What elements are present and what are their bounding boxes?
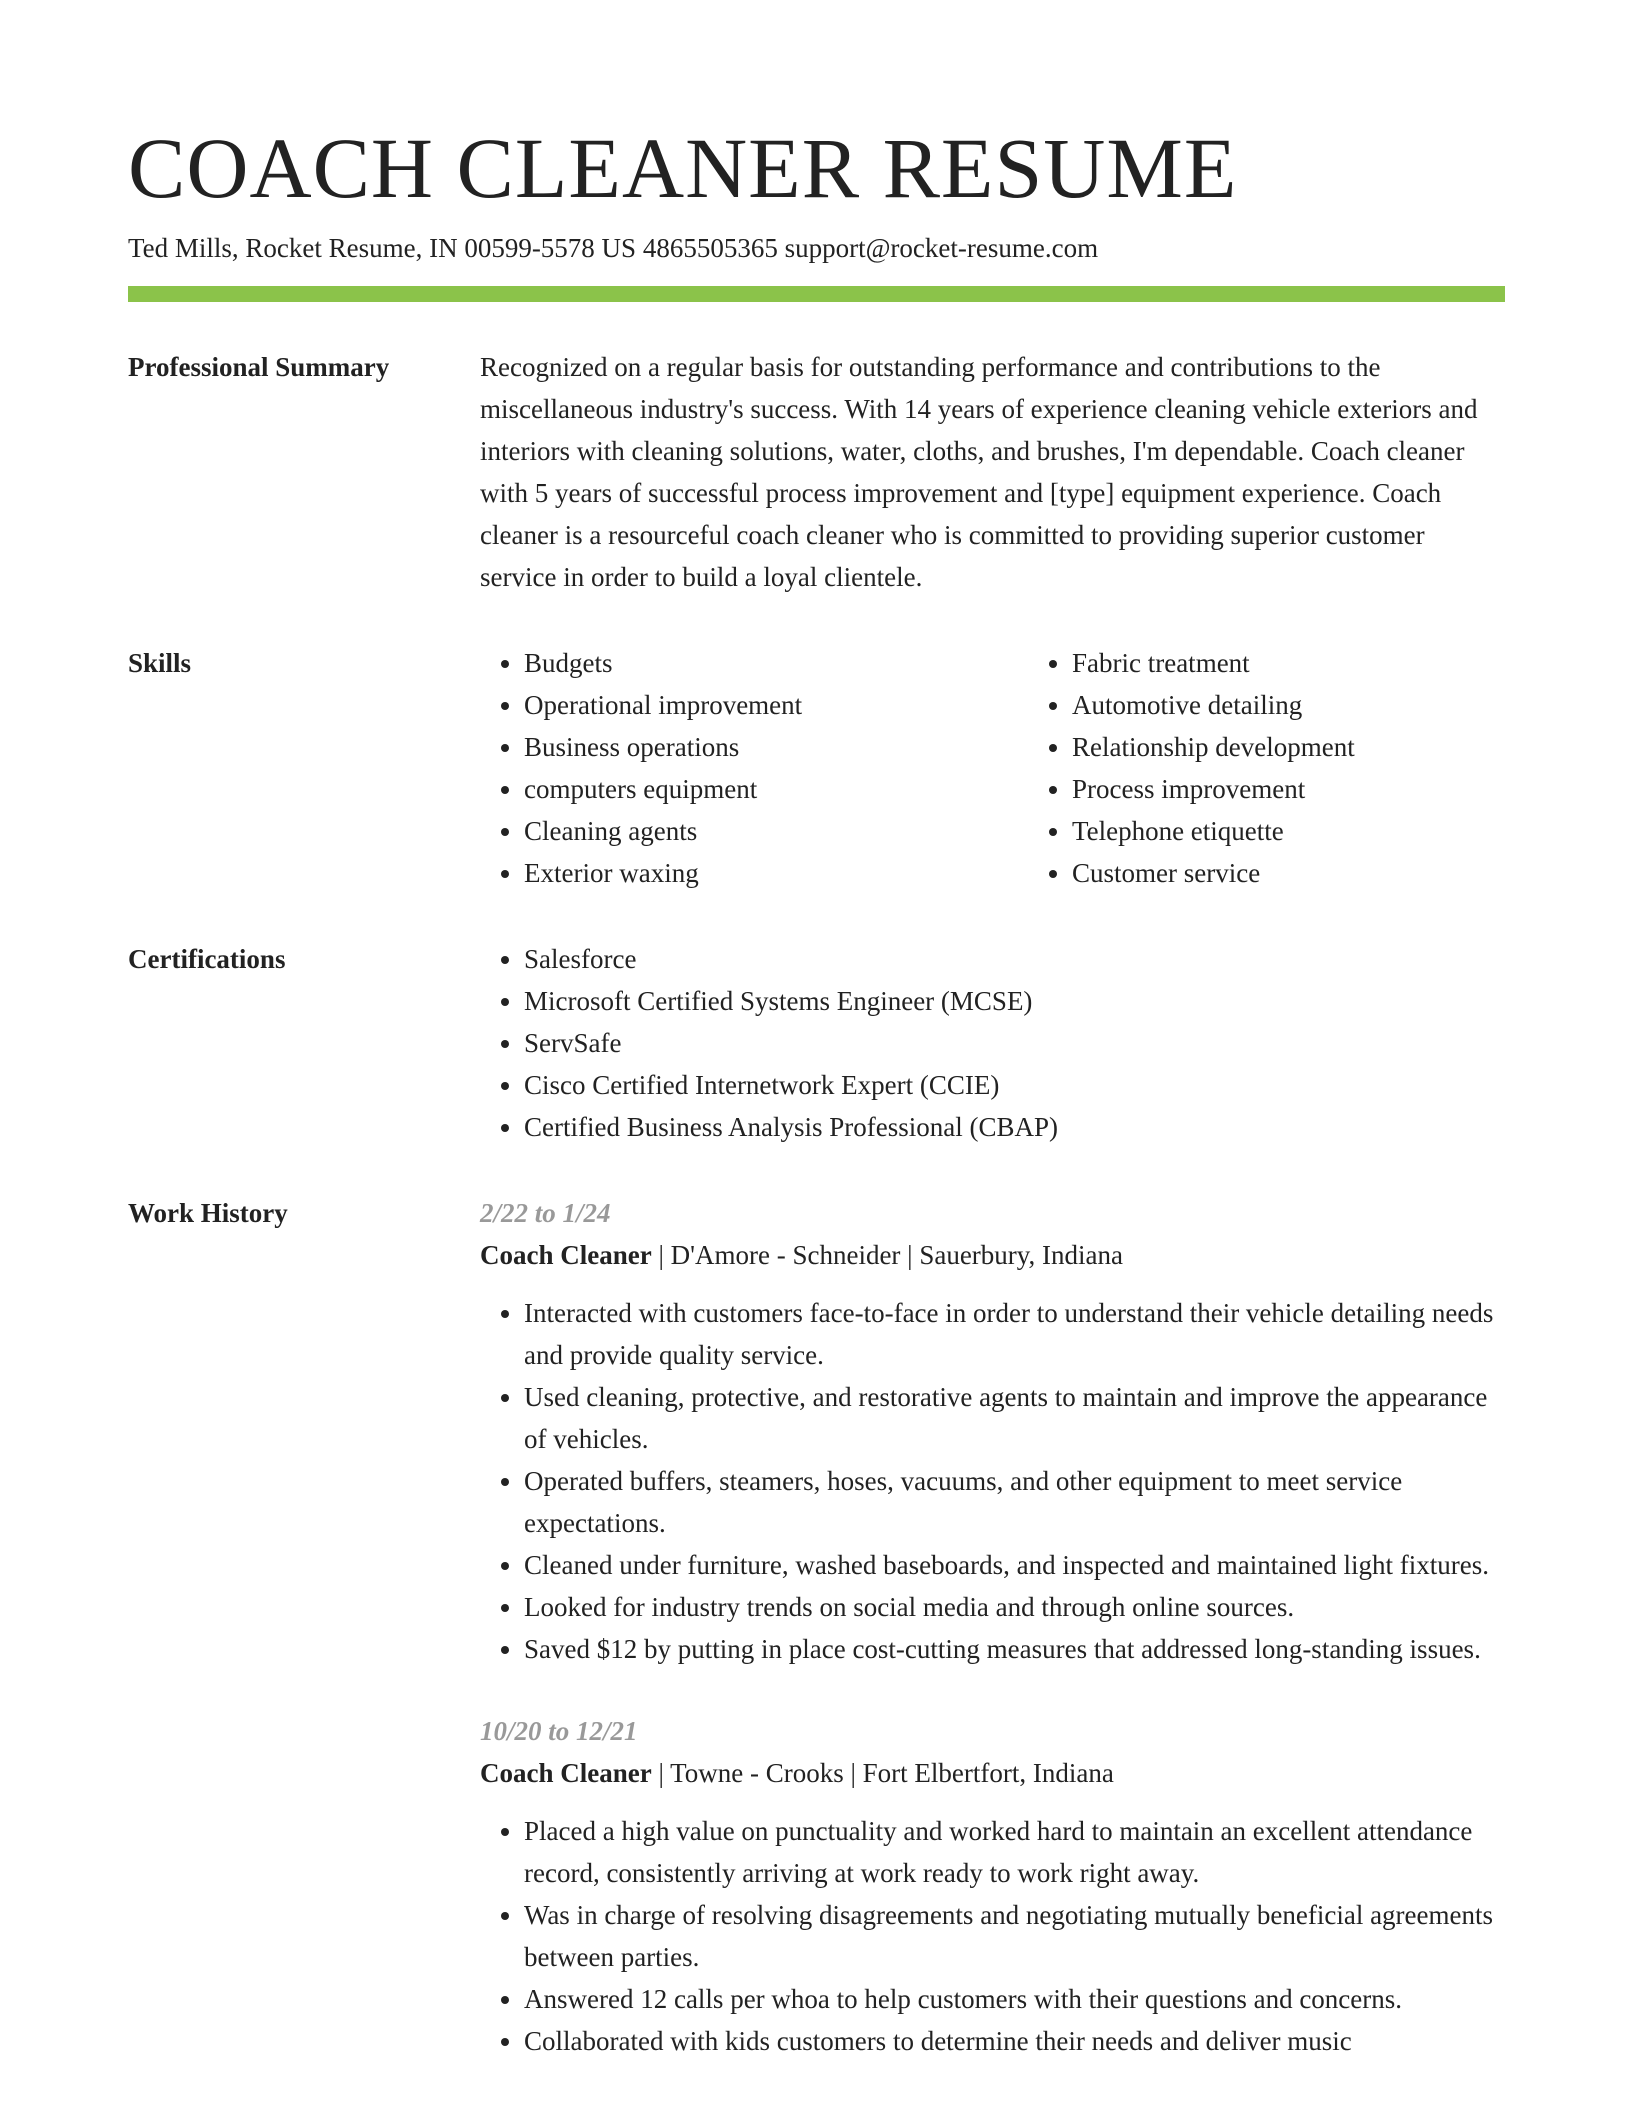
job-entry — [480, 1710, 1505, 2062]
job-dates: 10/20 to 12/21 — [480, 1716, 638, 1746]
skill-item: • Customer service — [1072, 852, 1505, 894]
skill-item: • Relationship development — [1072, 726, 1505, 768]
certification-item: • ServSafe — [524, 1022, 1505, 1064]
job-bullet: • Operated buffers, steamers, hoses, vacuums, and other equipment to meet service expectations. — [524, 1460, 1505, 1544]
skills-section — [128, 648, 1505, 894]
skill-item: • Operational improvement — [524, 684, 1028, 726]
job-dates: 2/22 to 1/24 — [480, 1198, 611, 1228]
skill-item: • Telephone etiquette — [1072, 810, 1505, 852]
skills-list-left — [480, 642, 1028, 894]
skill-item: • Cleaning agents — [524, 810, 1028, 852]
skills-heading: Skills — [128, 648, 192, 678]
contact-line: Ted Mills, Rocket Resume, IN 00599-5578 US 4865505365 support@rocket-resume.com — [128, 233, 1099, 263]
job-bullet: • Used cleaning, protective, and restorative agents to maintain and improve the appearance of vehicles. — [524, 1376, 1505, 1460]
skills-list-right — [1028, 642, 1505, 894]
job-bullet: • Looked for industry trends on social media and through online sources. — [524, 1586, 1505, 1628]
job-details: | D'Amore - Schneider | Sauerbury, Indiana — [651, 1240, 1123, 1270]
job-details: | Towne - Crooks | Fort Elbertfort, Indiana — [651, 1758, 1114, 1788]
certification-item: • Cisco Certified Internetwork Expert (CCIE) — [524, 1064, 1505, 1106]
resume-title: COACH CLEANER RESUME — [128, 120, 1238, 216]
job-bullet: • Collaborated with kids customers to determine their needs and deliver music — [524, 2020, 1505, 2062]
job-bullets — [480, 1292, 1505, 1670]
job-bullet: • Saved $12 by putting in place cost-cutting measures that addressed long-standing issues. — [524, 1628, 1505, 1670]
work-history-section — [128, 1198, 1505, 2102]
job-bullets — [480, 1810, 1505, 2062]
job-role: Coach Cleaner — [480, 1240, 652, 1270]
summary-text: Recognized on a regular basis for outstanding performance and contributions to the miscellaneous industry's success. With 14 years of experience cleaning vehicle exteriors and interiors with cleaning solutions, water, cloths, and brushes, I'm dependable. Coach cleaner with 5 years of successful process improvement and [type] equipment experience. Coach cleaner is a resourceful coach cleaner who is committed to providing superior customer service in order to build a loyal clientele. — [480, 352, 1478, 592]
job-bullet: • Was in charge of resolving disagreements and negotiating mutually beneficial agreements between parties. — [524, 1894, 1505, 1978]
skill-item: • Business operations — [524, 726, 1028, 768]
certifications-heading: Certifications — [128, 944, 286, 974]
work-history-heading: Work History — [128, 1198, 288, 1228]
certification-item: • Salesforce — [524, 938, 1505, 980]
job-header — [480, 1752, 1505, 1794]
summary-section — [128, 352, 1505, 598]
certification-item: • Microsoft Certified Systems Engineer (MCSE) — [524, 980, 1505, 1022]
skill-item: • Fabric treatment — [1072, 642, 1505, 684]
skill-item: • Budgets — [524, 642, 1028, 684]
certifications-section — [128, 944, 1505, 1148]
certification-item: • Certified Business Analysis Professional (CBAP) — [524, 1106, 1505, 1148]
job-bullet: • Interacted with customers face-to-face in order to understand their vehicle detailing needs and provide quality service. — [524, 1292, 1505, 1376]
job-entry — [480, 1192, 1505, 1670]
accent-divider — [128, 286, 1505, 302]
skill-item: • Automotive detailing — [1072, 684, 1505, 726]
skill-item: • Exterior waxing — [524, 852, 1028, 894]
job-header — [480, 1234, 1505, 1276]
summary-heading: Professional Summary — [128, 352, 390, 382]
job-bullet: • Answered 12 calls per whoa to help customers with their questions and concerns. — [524, 1978, 1505, 2020]
resume-page — [128, 118, 1505, 2102]
skill-item: • Process improvement — [1072, 768, 1505, 810]
certifications-list — [480, 938, 1505, 1148]
job-bullet: • Placed a high value on punctuality and worked hard to maintain an excellent attendance record, consistently arriving at work ready to work right away. — [524, 1810, 1505, 1894]
skill-item: • computers equipment — [524, 768, 1028, 810]
job-role: Coach Cleaner — [480, 1758, 652, 1788]
job-bullet: • Cleaned under furniture, washed baseboards, and inspected and maintained light fixtures. — [524, 1544, 1505, 1586]
